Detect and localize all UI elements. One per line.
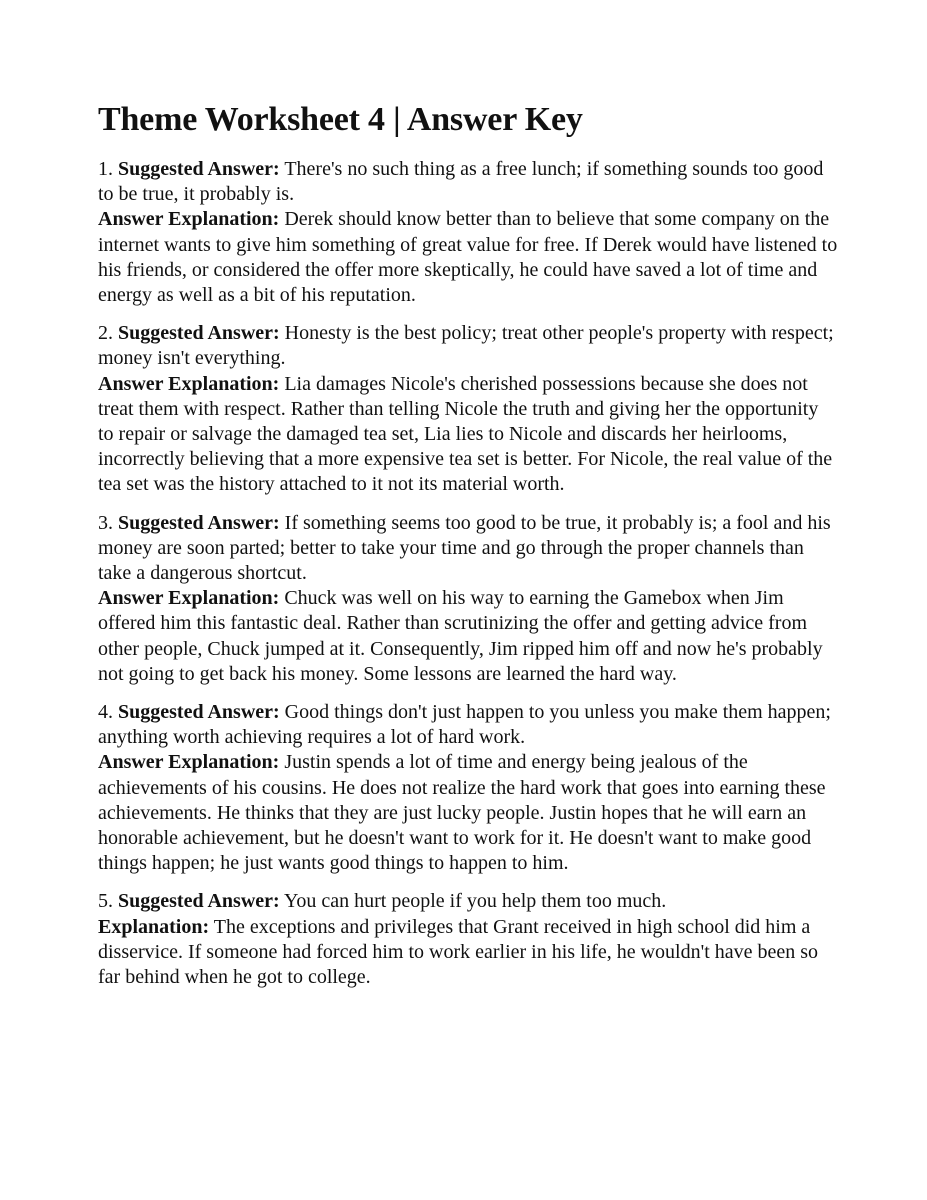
suggested-answer-2	[98, 321, 838, 371]
suggested-answer-label: Suggested Answer:	[118, 158, 280, 180]
page-title: Theme Worksheet 4 | Answer Key	[98, 101, 583, 138]
suggested-answer-4	[98, 700, 838, 750]
explanation-text: Chuck was well on his way to earning the Gamebox when Jim offered him this fantastic deal. Rather than scrutinizing the offer and getting advice from other people, Chuck jumped at it. Consequently, Jim ripped him off and now he's probably not going to get back his money. Some lessons are learned the hard way.	[98, 587, 823, 685]
answer-explanation-4	[98, 750, 838, 876]
item-number: 2.	[98, 322, 113, 345]
suggested-answer-text: There's no such thing as a free lunch; if something sounds too good to be true, it probably is.	[98, 158, 824, 206]
explanation-text: Derek should know better than to believe that some company on the internet wants to give him something of great value for free. If Derek would have listened to his friends, or considered the offer more skeptically, he could have saved a lot of time and energy as well as a bit of his reputation.	[98, 208, 838, 307]
worksheet-page	[98, 94, 838, 1003]
explanation-label: Explanation:	[98, 915, 210, 938]
suggested-answer-label: Suggested Answer:	[118, 701, 280, 724]
suggested-answer-5	[98, 889, 838, 914]
answer-explanation-1	[98, 207, 838, 308]
explanation-text: The exceptions and privileges that Grant received in high school did him a disservice. If someone had forced him to work earlier in his life, he wouldn't have been so far behind when he got to college.	[98, 915, 819, 989]
answer-item-4	[98, 700, 838, 876]
item-number: 5.	[98, 890, 113, 913]
answer-item-3	[98, 511, 838, 687]
item-number: 4.	[98, 701, 113, 724]
item-number: 1.	[98, 158, 113, 180]
suggested-answer-label: Suggested Answer:	[118, 511, 280, 534]
answer-item-2	[98, 321, 838, 497]
answer-explanation-5	[98, 915, 838, 991]
answer-item-5	[98, 889, 838, 990]
answer-list	[98, 157, 838, 990]
explanation-label: Answer Explanation:	[98, 751, 280, 774]
suggested-answer-text: If something seems too good to be true, it probably is; a fool and his money are soon parted; better to take your time and go through the proper channels than take a dangerous shortcut.	[98, 511, 831, 585]
suggested-answer-text: Good things don't just happen to you unless you make them happen; anything worth achieving requires a lot of hard work.	[98, 701, 831, 749]
suggested-answer-3	[98, 511, 838, 587]
explanation-label: Answer Explanation:	[98, 587, 280, 610]
suggested-answer-label: Suggested Answer:	[118, 322, 280, 345]
item-number: 3.	[98, 511, 113, 534]
explanation-text: Lia damages Nicole's cherished possessions because she does not treat them with respect. Rather than telling Nicole the truth and giving her the opportunity to repair or salvage the damaged tea set, Lia lies to Nicole and discards her heirlooms, incorrectly believing that a more expensive tea set is better. For Nicole, the real value of the tea set was the history attached to it not its material worth.	[98, 372, 833, 496]
suggested-answer-label: Suggested Answer:	[118, 890, 280, 913]
answer-item-1	[98, 157, 838, 308]
suggested-answer-text: You can hurt people if you help them too much.	[283, 890, 667, 913]
explanation-label: Answer Explanation:	[98, 208, 280, 231]
answer-explanation-2	[98, 372, 838, 498]
explanation-text: Justin spends a lot of time and energy being jealous of the achievements of his cousins. He does not realize the hard work that goes into earning these achievements. He thinks that they are just lucky people. Justin hopes that he will earn an honorable achievement, but he doesn't want to work for it. He doesn't want to make good things happen; he just wants good things to happen to him.	[98, 751, 826, 875]
answer-explanation-3	[98, 586, 838, 687]
suggested-answer-text: Honesty is the best policy; treat other people's property with respect; money isn't everything.	[98, 322, 834, 370]
explanation-label: Answer Explanation:	[98, 372, 280, 395]
suggested-answer-1	[98, 157, 838, 207]
